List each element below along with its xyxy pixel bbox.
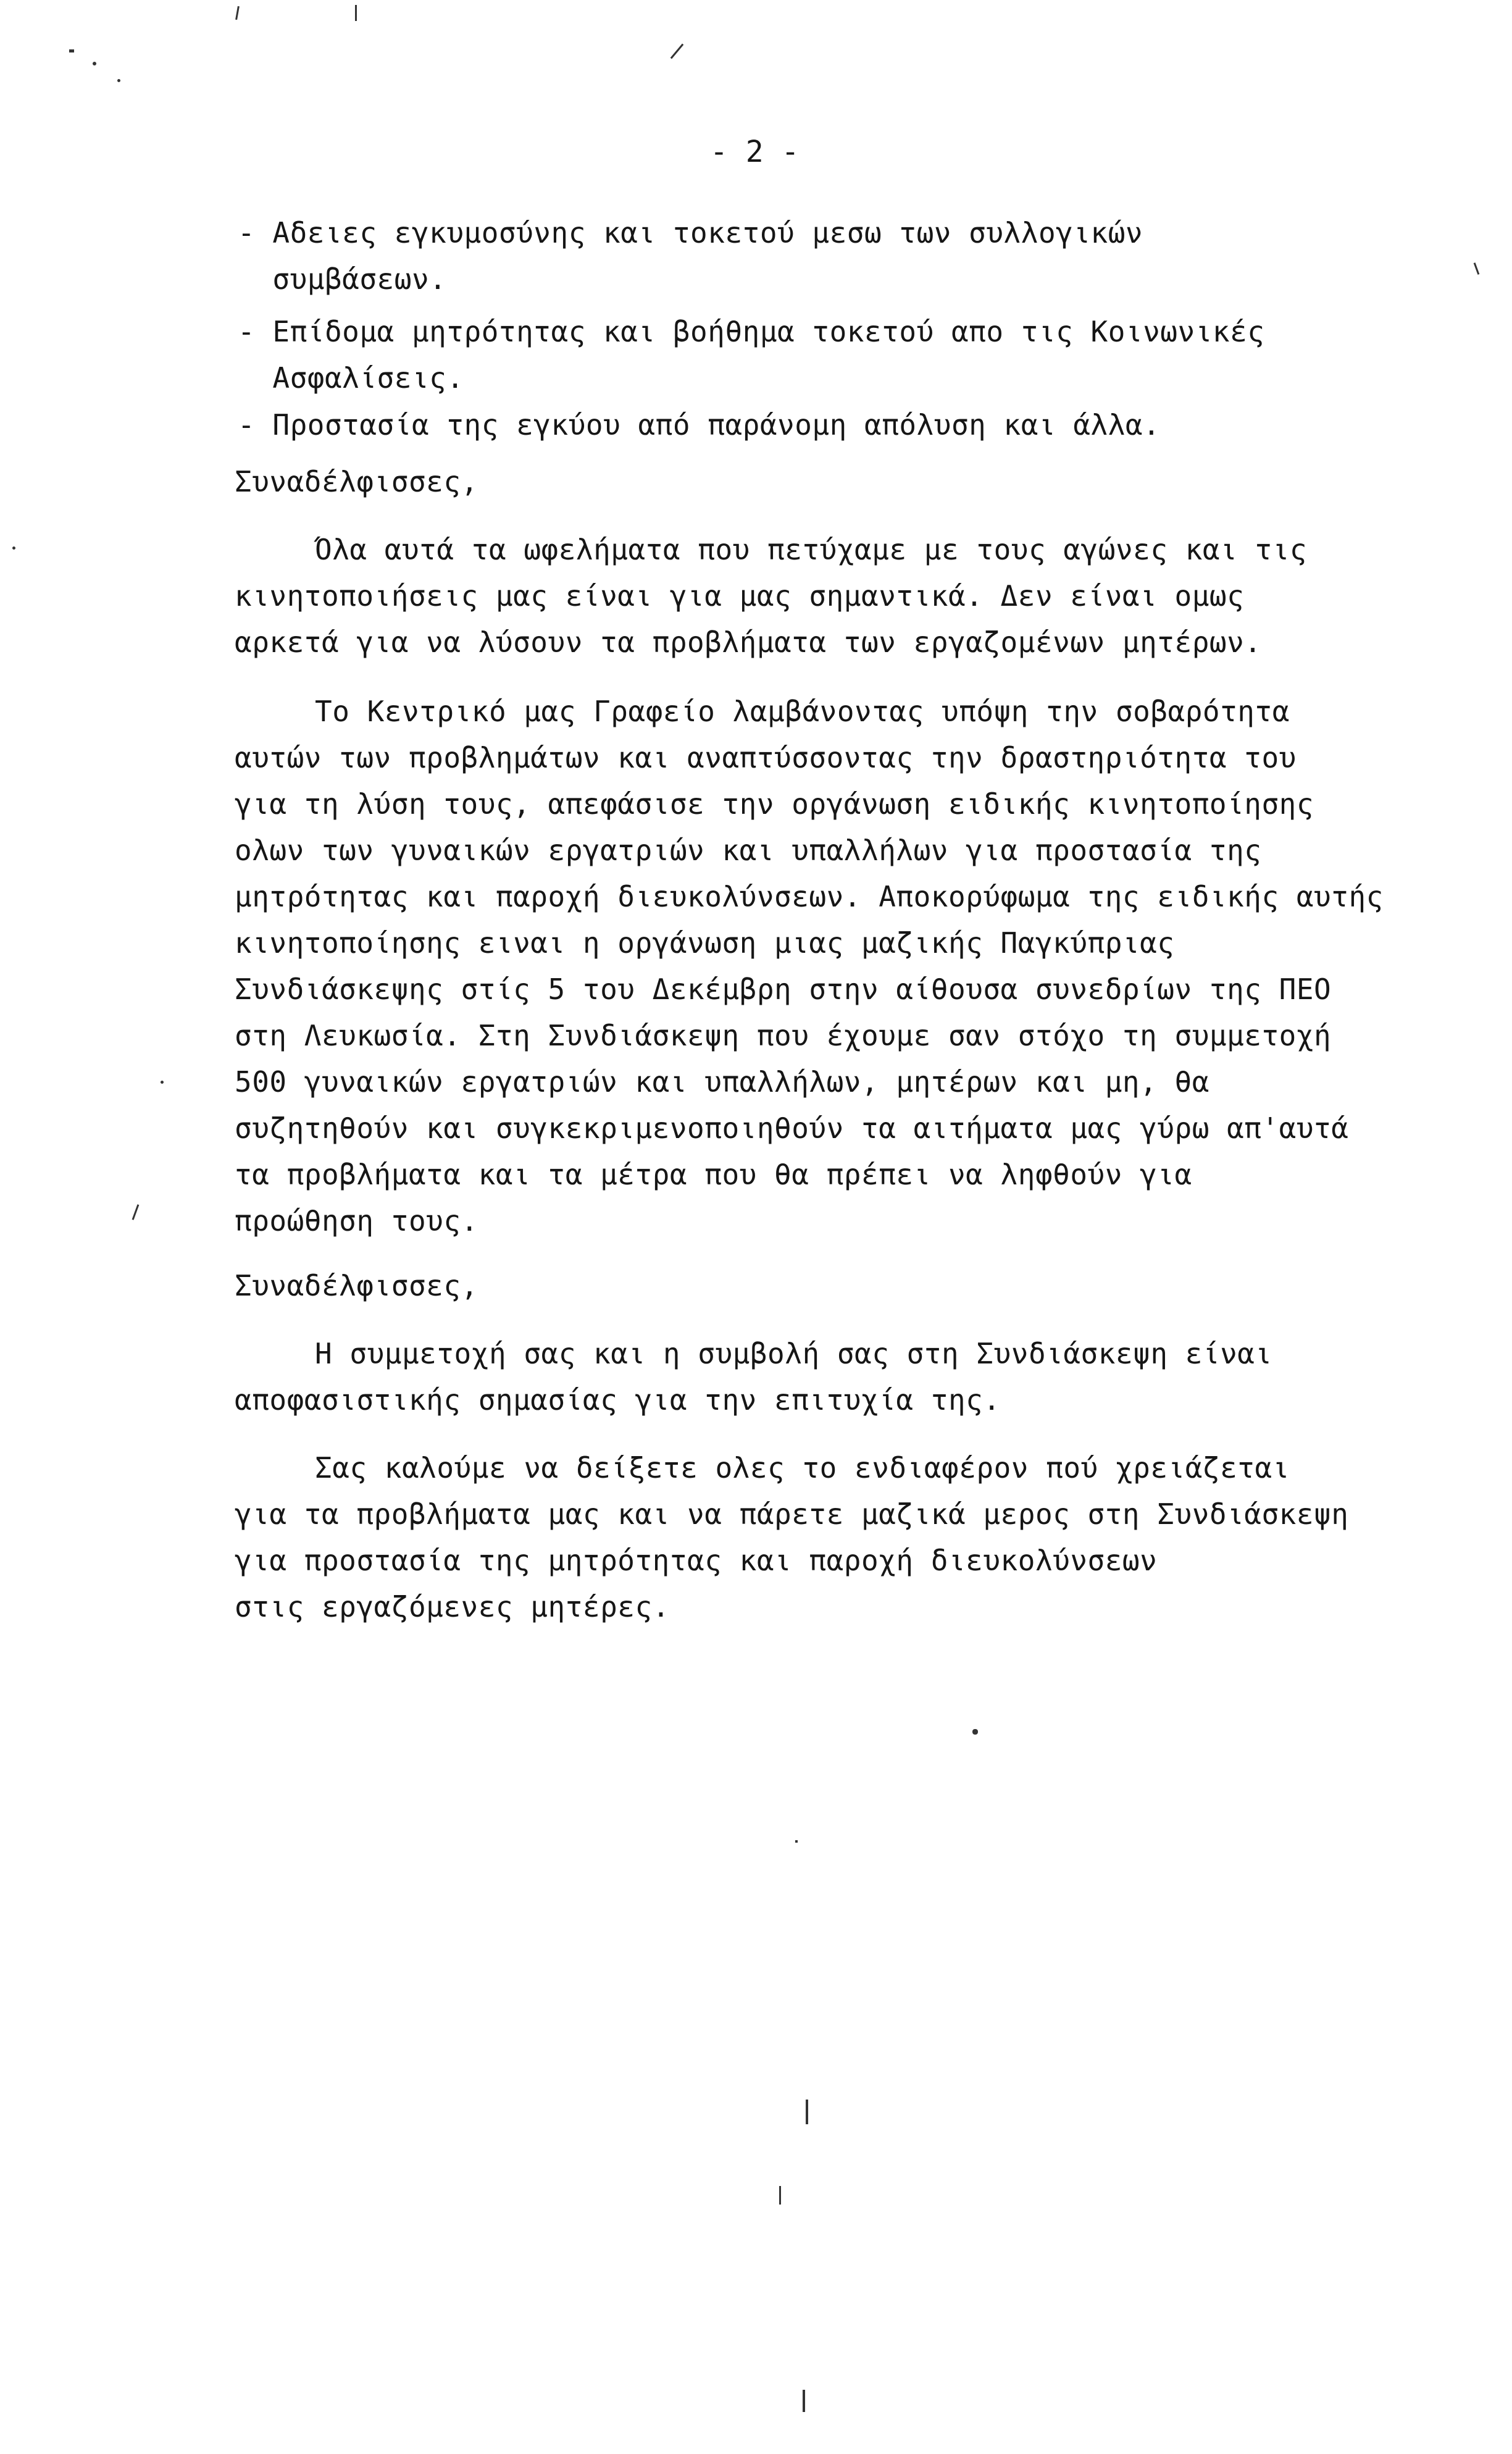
scan-speck <box>806 2100 808 2124</box>
bullet-line: - Επίδομα μητρότητας και βοήθημα τοκετού απο τις Κοινωνικές <box>238 315 1265 348</box>
paragraph-line: προώθηση τους. <box>235 1204 478 1237</box>
scan-speck <box>803 2390 805 2412</box>
paragraph-line: κινητοποίησης ειναι η οργάνωση μιας μαζικής Παγκύπριας <box>235 926 1175 960</box>
scan-speck <box>670 44 684 59</box>
scan-speck <box>161 1081 164 1084</box>
paragraph-line: μητρότητας και παροχή διευκολύνσεων. Αποκορύφωμα της ειδικής αυτής <box>235 880 1384 913</box>
paragraph-line: 500 γυναικών εργατριών και υπαλλήλων, μητέρων και μη, θα <box>235 1065 1209 1099</box>
bullet-line: - Προστασία της εγκύου από παράνομη απόλυση και άλλα. <box>238 408 1161 442</box>
paragraph-line: για προστασία της μητρότητας και παροχή διευκολύνσεων <box>235 1544 1158 1577</box>
scan-speck <box>93 62 96 65</box>
salutation: Συναδέλφισσες, <box>235 1269 478 1302</box>
paragraph-line: στις εργαζόμενες μητέρες. <box>235 1590 670 1623</box>
scan-speck <box>235 6 240 20</box>
scan-speck <box>12 546 15 550</box>
paragraph-line: για τη λύση τους, απεφάσισε την οργάνωση ειδικής κινητοποίησης <box>235 787 1314 821</box>
paragraph-line: αρκετά για να λύσουν τα προβλήματα των εργαζομένων μητέρων. <box>235 626 1262 659</box>
salutation: Συναδέλφισσες, <box>235 465 478 498</box>
scan-speck <box>795 1840 798 1843</box>
paragraph-line: στη Λευκωσία. Στη Συνδιάσκεψη που έχουμε σαν στόχο τη συμμετοχή <box>235 1019 1332 1052</box>
bullet-line: - Αδειες εγκυμοσύνης και τοκετού μεσω των συλλογικών <box>238 216 1143 249</box>
scan-speck <box>117 79 120 82</box>
scan-speck <box>1474 262 1480 275</box>
paragraph-line: Συνδιάσκεψης στίς 5 του Δεκέμβρη στην αίθουσα συνεδρίων της ΠΕΟ <box>235 973 1332 1006</box>
paragraph-line: Σας καλούμε να δείξετε ολες το ενδιαφέρον πού χρειάζεται <box>315 1451 1290 1485</box>
paragraph-line: Το Κεντρικό μας Γραφείο λαμβάνοντας υπόψη την σοβαρότητα <box>315 695 1290 728</box>
scan-speck <box>779 2186 781 2205</box>
paragraph-line: Όλα αυτά τα ωφελήματα που πετύχαμε με τους αγώνες και τις <box>315 533 1308 566</box>
bullet-line: Ασφαλίσεις. <box>238 361 464 395</box>
paragraph-line: αυτών των προβλημάτων και αναπτύσσοντας την δραστηριότητα του <box>235 741 1297 774</box>
bullet-line: συμβάσεων. <box>238 262 447 296</box>
scan-speck <box>355 5 357 21</box>
paragraph-line: ολων των γυναικών εργατριών και υπαλλήλων για προστασία της <box>235 834 1262 867</box>
scan-speck <box>69 49 74 52</box>
paragraph-line: Η συμμετοχή σας και η συμβολή σας στη Συνδιάσκεψη είναι <box>315 1337 1272 1370</box>
paragraph-line: τα προβλήματα και τα μέτρα που θα πρέπει να ληφθούν για <box>235 1158 1192 1191</box>
scan-speck <box>972 1729 978 1735</box>
scan-speck <box>132 1204 140 1220</box>
paragraph-line: αποφασιστικής σημασίας για την επιτυχία της. <box>235 1383 1001 1417</box>
paragraph-line: για τα προβλήματα μας και να πάρετε μαζικά μερος στη Συνδιάσκεψη <box>235 1497 1349 1531</box>
page-number: - 2 - <box>710 135 800 169</box>
paragraph-line: κινητοποιήσεις μας είναι για μας σημαντικά. Δεν είναι ομως <box>235 579 1245 613</box>
paragraph-line: συζητηθούν και συγκεκριμενοποιηθούν τα αιτήματα μας γύρω απ'αυτά <box>235 1112 1349 1145</box>
